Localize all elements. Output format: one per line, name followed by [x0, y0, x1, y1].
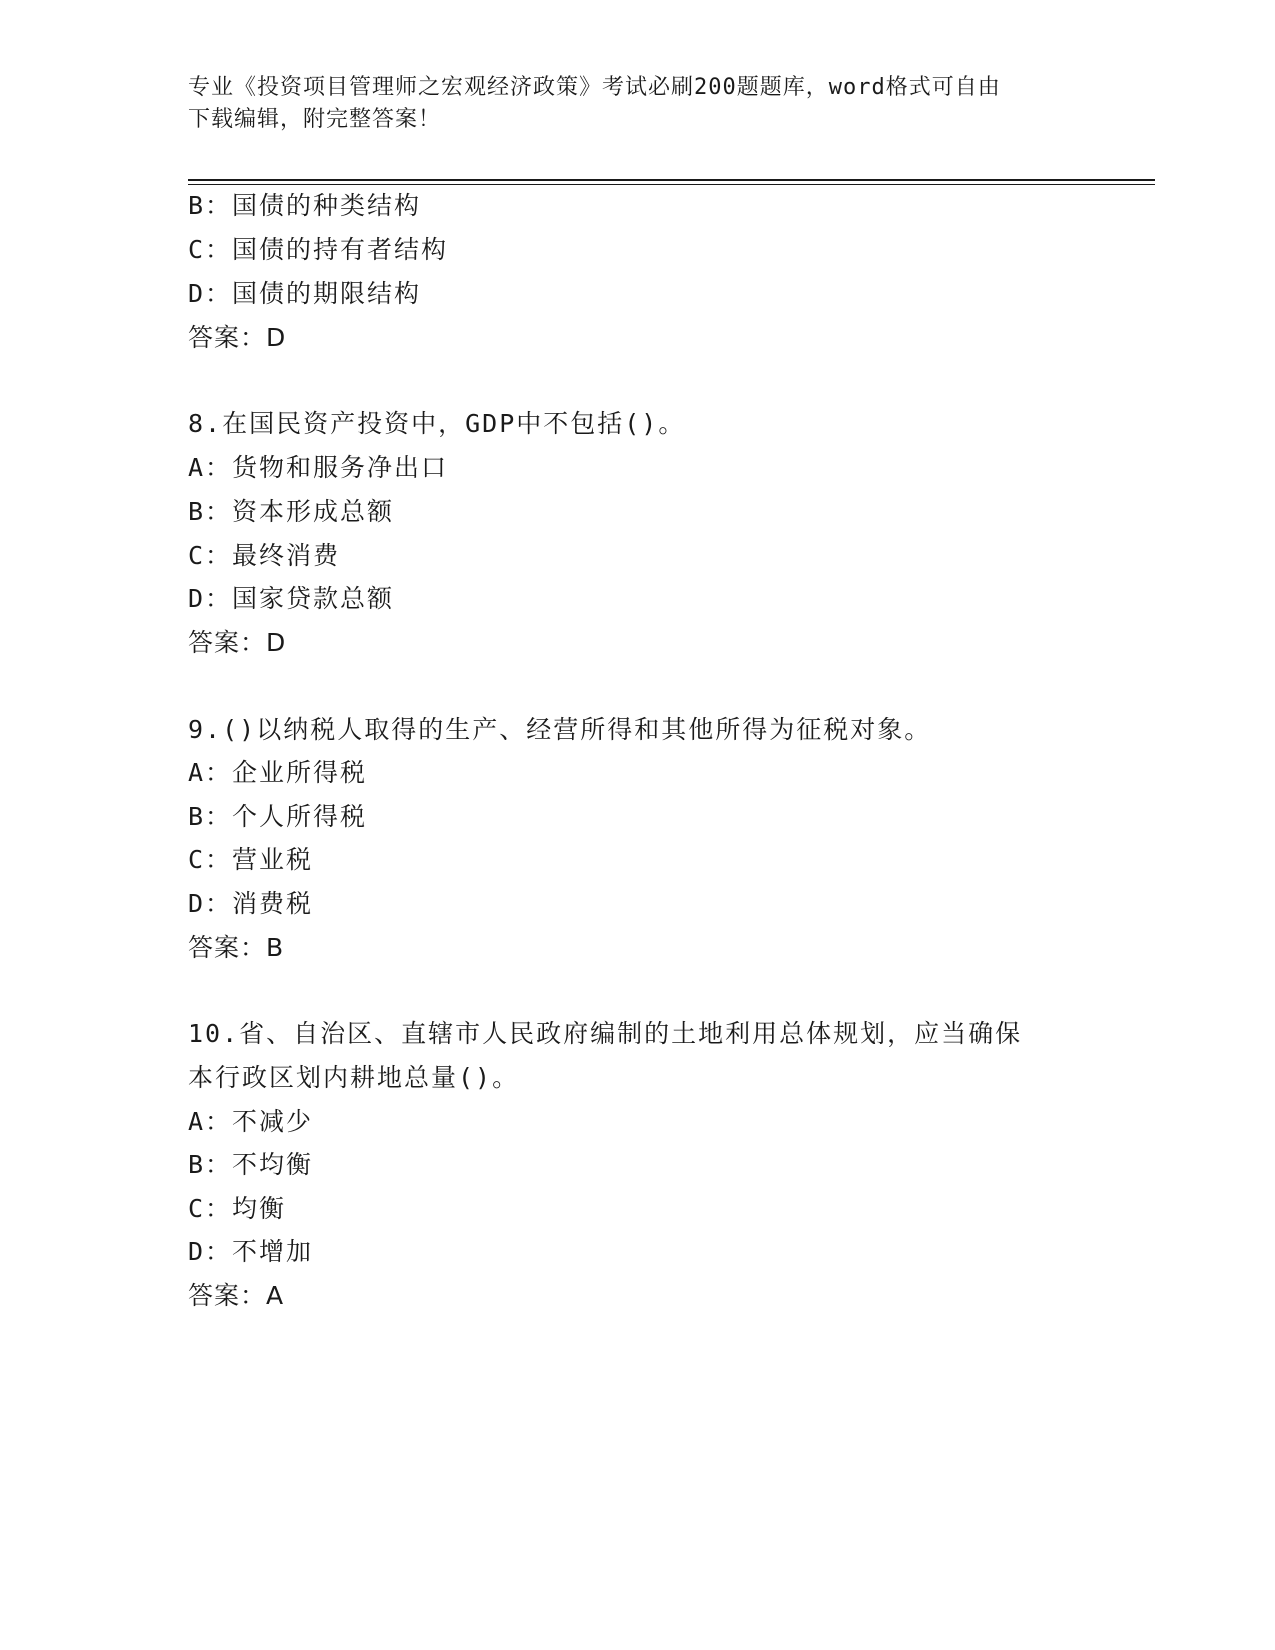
q9-stem: 9.()以纳税人取得的生产、经营所得和其他所得为征税对象。 — [188, 715, 932, 744]
q10-stem-line-1: 10.省、自治区、直辖市人民政府编制的土地利用总体规划，应当确保 — [188, 1019, 1023, 1048]
q7-option-c: C：国债的持有者结构 — [188, 235, 449, 264]
q9-answer: 答案：B — [188, 933, 285, 962]
q7-answer: 答案：D — [188, 323, 287, 352]
q10-stem-line-2: 本行政区划内耕地总量()。 — [188, 1063, 520, 1092]
q8-option-d: D：国家贷款总额 — [188, 584, 395, 613]
q10-option-d: D：不增加 — [188, 1237, 314, 1266]
q10-option-a: A：不减少 — [188, 1107, 314, 1136]
q10-option-c: C：均衡 — [188, 1194, 287, 1223]
q8-option-a: A：货物和服务净出口 — [188, 453, 449, 482]
q9-option-b: B：个人所得税 — [188, 802, 368, 831]
header-rule-thick — [188, 179, 1155, 181]
q8-option-b: B：资本形成总额 — [188, 497, 395, 526]
q8-answer: 答案：D — [188, 628, 287, 657]
q9-option-d: D：消费税 — [188, 889, 314, 918]
header-rule-thin — [188, 184, 1155, 185]
q10-answer: 答案：A — [188, 1281, 285, 1310]
q8-stem: 8.在国民资产投资中，GDP中不包括()。 — [188, 409, 686, 438]
header-line-1: 专业《投资项目管理师之宏观经济政策》考试必刷200题题库，word格式可自由 — [188, 75, 1001, 100]
q7-option-b: B：国债的种类结构 — [188, 191, 422, 220]
q10-option-b: B：不均衡 — [188, 1150, 314, 1179]
page-header — [188, 72, 1088, 136]
q9-option-a: A：企业所得税 — [188, 758, 368, 787]
q7-option-d: D：国债的期限结构 — [188, 279, 422, 308]
q8-option-c: C：最终消费 — [188, 541, 341, 570]
q9-option-c: C：营业税 — [188, 845, 314, 874]
header-line-2: 下载编辑，附完整答案！ — [188, 107, 442, 132]
